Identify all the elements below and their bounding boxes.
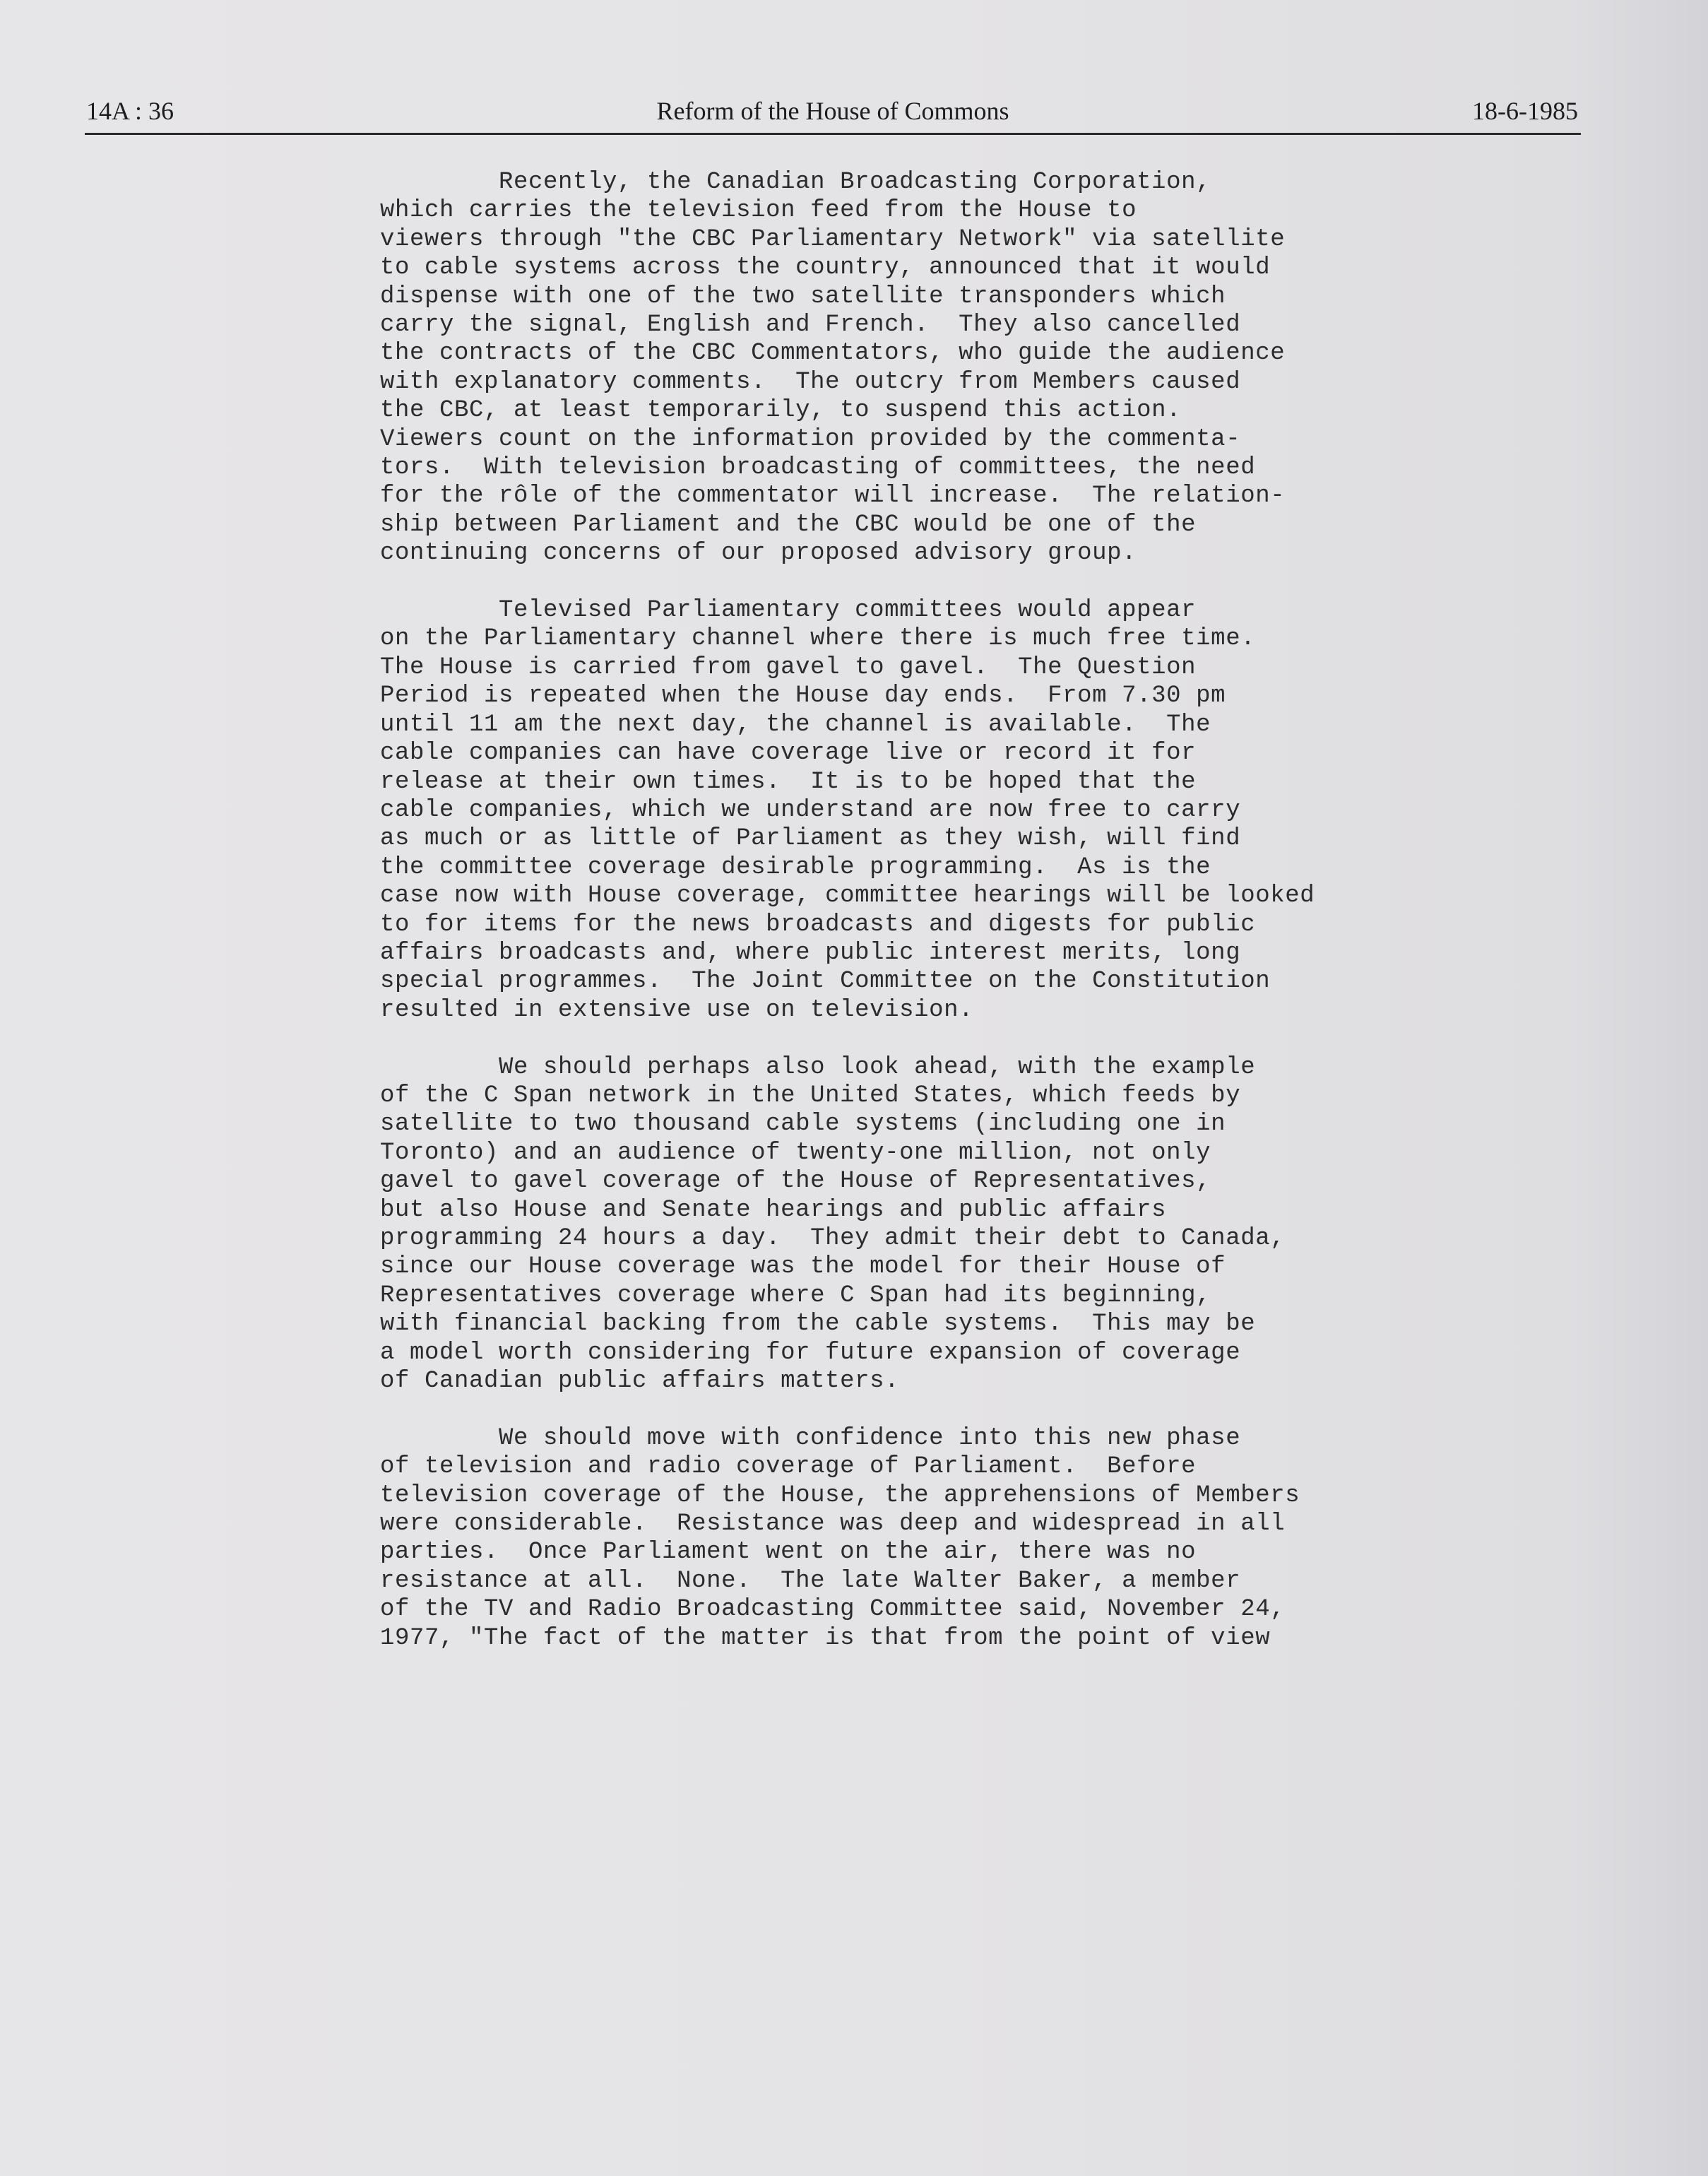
paragraph-c-span: We should perhaps also look ahead, with the example of the C Span network in the United States, which feeds by satellite to two thousand cable systems (including one in Toronto) and an audience of twenty-one million, not only gavel to gavel coverage of the House of Representatives, but also House and Senate hearings and public affairs programming 24 hours a day. They admit their debt to Canada, since our House coverage was the model for their House of Representatives coverage where C Span had its beginning, with financial backing from the cable systems. This may be a model worth considering for future expansion of coverage of Canadian public affairs matters. (380, 1053, 1286, 1395)
page-number: 14A : 36 (86, 97, 174, 125)
paragraph-televised-committees: Televised Parliamentary committees would appear on the Parliamentary channel where there is much free time. The House is carried from gavel to gavel. The Question Period is repeated when the House day ends. From 7.30 pm until 11 am the next day, the channel is available. The cable companies can have coverage live or record it for release at their own times. It is to be hoped that the cable companies, which we understand are now free to carry as much or as little of Parliament as they wish, will find the committee coverage desirable programming. As is the case now with House coverage, committee hearings will be looked to for items for the news broadcasts and digests for public affairs broadcasts and, where public interest merits, long special programmes. The Joint Committee on the Constitution resulted in extensive use on television. (380, 597, 1315, 1024)
running-title: Reform of the House of Commons (656, 97, 1009, 125)
paragraph-confidence: We should move with confidence into this new phase of television and radio coverage of Parliament. Before television coverage of the House, the apprehensions of Members were considerable. Resistance was deep and widespread in all parties. Once Parliament went on the air, there was no resistance at all. None. The late Walter Baker, a member of the TV and Radio Broadcasting Committee said, November 24, 1977, "The fact of the matter is that from the point of view (380, 1424, 1300, 1652)
header-date: 18-6-1985 (1472, 97, 1578, 125)
body-text (380, 168, 1510, 1681)
paragraph-cbc-network: Recently, the Canadian Broadcasting Corporation, which carries the television feed from the House to viewers through "the CBC Parliamentary Network" via satellite to cable systems across the country, announced that it would dispense with one of the two satellite transponders which carry the signal, English and French. They also cancelled the contracts of the CBC Commentators, who guide the audience with explanatory comments. The outcry from Members caused the CBC, at least temporarily, to suspend this action. Viewers count on the information provided by the commenta- tors. With television broadcasting of committees, the need for the rôle of the commentator will increase. The relation- ship between Parliament and the CBC would be one of the continuing concerns of our proposed advisory group. (380, 169, 1286, 567)
running-header (85, 93, 1581, 135)
